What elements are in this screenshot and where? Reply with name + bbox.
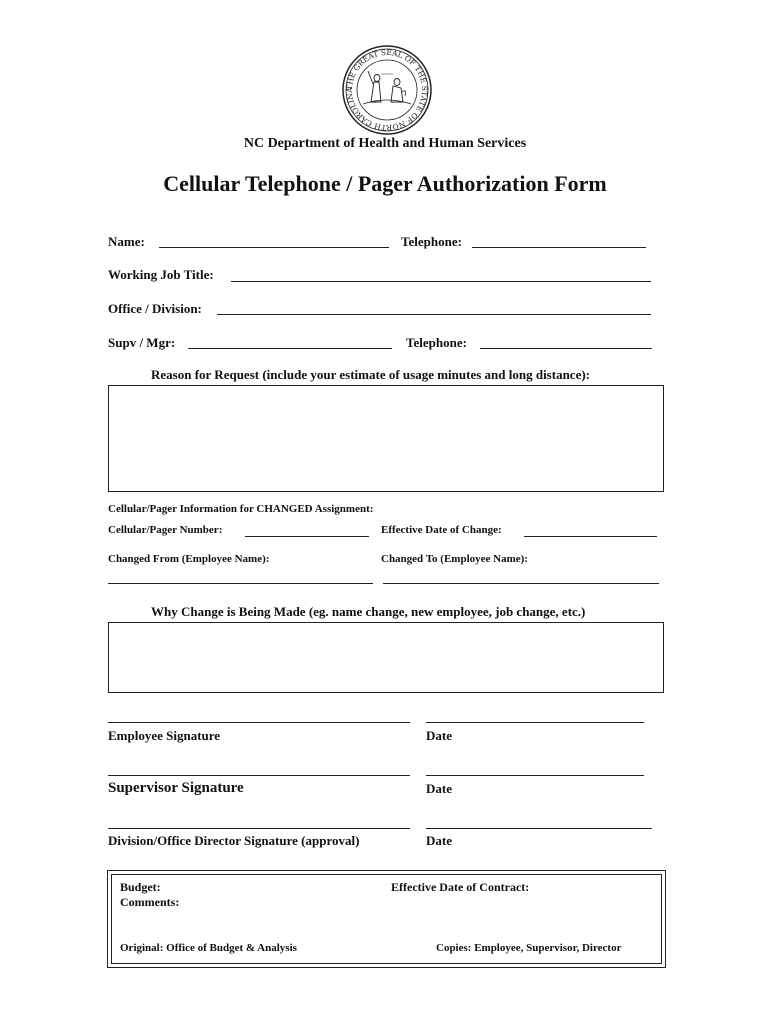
name-field[interactable] [159, 247, 389, 248]
supervisor-field[interactable] [188, 348, 392, 349]
name-label: Name: [108, 234, 145, 249]
director-signature-line[interactable] [108, 828, 410, 829]
employee-date-line[interactable] [426, 722, 644, 723]
original-distribution: Original: Office of Budget & Analysis [120, 942, 297, 954]
changed-heading: Cellular/Pager Information for CHANGED Assignment: [108, 503, 374, 515]
why-change-label: Why Change is Being Made (eg. name change, new employee, job change, etc.) [151, 604, 586, 619]
form-title: Cellular Telephone / Pager Authorization Form [163, 171, 607, 196]
copies-distribution: Copies: Employee, Supervisor, Director [436, 942, 622, 954]
comments-label: Comments: [120, 895, 180, 909]
employee-date-label: Date [426, 728, 452, 743]
office-label: Office / Division: [108, 301, 202, 316]
director-signature-label: Division/Office Director Signature (approval) [108, 833, 360, 848]
job-title-label: Working Job Title: [108, 267, 214, 282]
state-seal-logo [341, 44, 433, 136]
employee-signature-line[interactable] [108, 722, 410, 723]
director-date-label: Date [426, 833, 452, 848]
job-title-field[interactable] [231, 281, 651, 282]
department-heading: NC Department of Health and Human Services [243, 136, 527, 151]
changed-from-field[interactable] [108, 583, 373, 584]
supervisor-date-line[interactable] [426, 775, 644, 776]
telephone2-label: Telephone: [406, 335, 467, 350]
supervisor-signature-line[interactable] [108, 775, 410, 776]
svg-text:THE GREAT SEAL OF THE STATE OF: THE GREAT SEAL OF THE STATE OF NORTH CAROLINA [344, 47, 430, 133]
effective-contract-label: Effective Date of Contract: [391, 880, 530, 894]
office-field[interactable] [217, 314, 651, 315]
supervisor-date-label: Date [426, 781, 452, 796]
director-date-line[interactable] [426, 828, 652, 829]
employee-signature-label: Employee Signature [108, 728, 221, 743]
telephone2-field[interactable] [480, 348, 652, 349]
pager-number-label: Cellular/Pager Number: [108, 524, 223, 536]
reason-label: Reason for Request (include your estimate of usage minutes and long distance): [151, 367, 590, 382]
effective-date-label: Effective Date of Change: [381, 524, 502, 536]
budget-label: Budget: [120, 880, 161, 894]
changed-to-label: Changed To (Employee Name): [381, 553, 528, 565]
telephone-field[interactable] [472, 247, 646, 248]
why-change-textbox[interactable] [108, 622, 664, 693]
changed-to-field[interactable] [383, 583, 659, 584]
effective-date-field[interactable] [524, 536, 657, 537]
supervisor-label: Supv / Mgr: [108, 335, 176, 350]
pager-number-field[interactable] [245, 536, 369, 537]
supervisor-signature-label: Supervisor Signature [108, 780, 244, 796]
reason-textbox[interactable] [108, 385, 664, 492]
telephone-label: Telephone: [401, 234, 462, 249]
changed-from-label: Changed From (Employee Name): [108, 553, 270, 565]
